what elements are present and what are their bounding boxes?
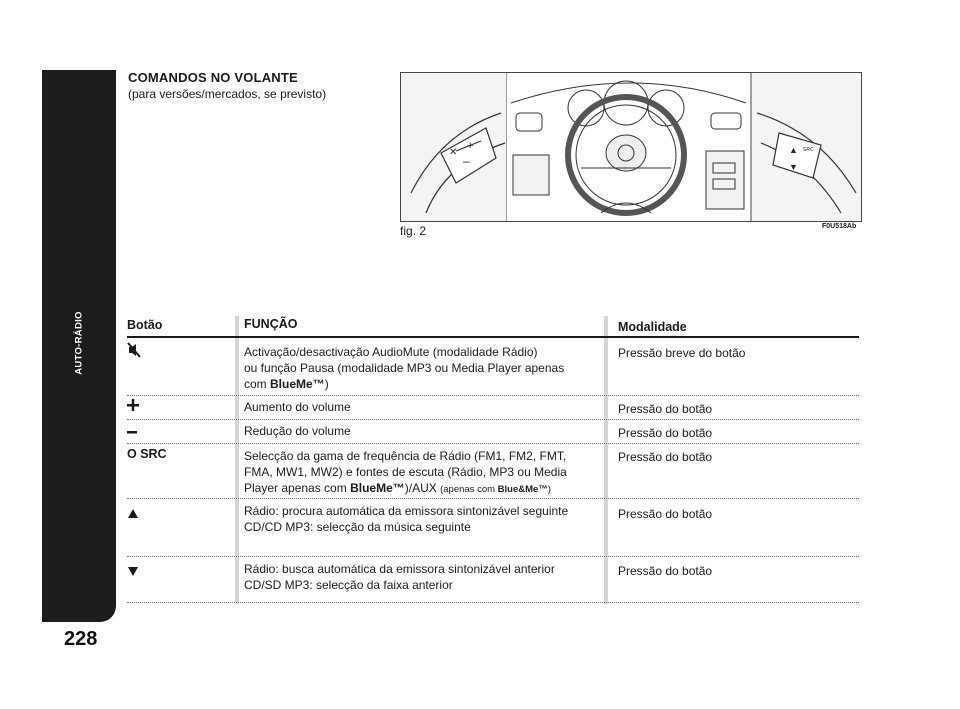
column-divider — [235, 316, 239, 604]
controls-table — [127, 312, 859, 604]
row-divider — [127, 498, 859, 499]
plus-icon — [127, 398, 139, 415]
header-rule — [127, 336, 859, 338]
mode-text: Pressão do botão — [618, 402, 713, 416]
steering-wheel-illustration — [400, 72, 862, 222]
mode-text: Pressão do botão — [618, 450, 713, 464]
mode-text: Pressão do botão — [618, 426, 713, 440]
row-divider — [127, 556, 859, 557]
left-controls-inset — [401, 73, 507, 221]
header-mode: Modalidade — [618, 320, 687, 334]
header-function: FUNÇÃO — [244, 317, 298, 331]
right-controls-inset — [752, 73, 861, 221]
svg-text:▲: ▲ — [789, 145, 798, 155]
figure-code: F0U518Ab — [822, 223, 857, 230]
steering-wheel-drawing — [401, 73, 861, 221]
chapter-label: AUTO-RÁDIO — [73, 311, 85, 375]
arrow-down-icon — [127, 564, 139, 580]
arrow-up-icon — [127, 506, 139, 522]
function-text: Activação/desactivação AudioMute (modalidade Rádio) ou função Pausa (modalidade MP3 ou Media Player apenas com BlueMe™) — [244, 345, 565, 391]
src-button-label: O SRC — [127, 447, 167, 461]
dashboard-drawing — [507, 73, 751, 221]
function-text: Redução do volume — [244, 424, 351, 438]
mute-icon — [127, 342, 141, 361]
mode-text: Pressão do botão — [618, 564, 713, 578]
function-text: Aumento do volume — [244, 400, 351, 414]
header-button: Botão — [127, 318, 163, 332]
svg-text:+: + — [467, 140, 474, 152]
minus-icon — [127, 422, 139, 439]
row-divider — [127, 443, 859, 444]
function-text: Rádio: procura automática da emissora sintonizável seguinte CD/CD MP3: selecção da música seguinte — [244, 504, 569, 534]
function-text: Selecção da gama de frequência de Rádio (FM1, FM2, FMT, FMA, MW1, MW2) e fontes de escuta (Rádio, MP3 ou Media Player apenas com BlueMe™)/AUX (apenas com Blue&Me™) — [244, 449, 567, 495]
page-number: 228 — [64, 628, 98, 650]
section-subtitle: (para versões/mercados, se previsto) — [128, 87, 327, 101]
svg-text:▼: ▼ — [789, 162, 798, 172]
svg-text:SRC: SRC — [803, 147, 814, 153]
row-divider — [127, 395, 859, 396]
row-divider — [127, 602, 859, 603]
section-title: COMANDOS NO VOLANTE — [128, 70, 298, 85]
svg-text:✕: ✕ — [449, 147, 458, 158]
svg-text:–: – — [463, 154, 470, 168]
mode-text: Pressão do botão — [618, 507, 713, 521]
function-text: Rádio: busca automática da emissora sintonizável anterior CD/SD MP3: selecção da faixa anterior — [244, 562, 555, 592]
column-divider — [604, 316, 608, 604]
figure-caption: fig. 2 — [400, 224, 427, 238]
mode-text: Pressão breve do botão — [618, 346, 746, 360]
row-divider — [127, 419, 859, 420]
